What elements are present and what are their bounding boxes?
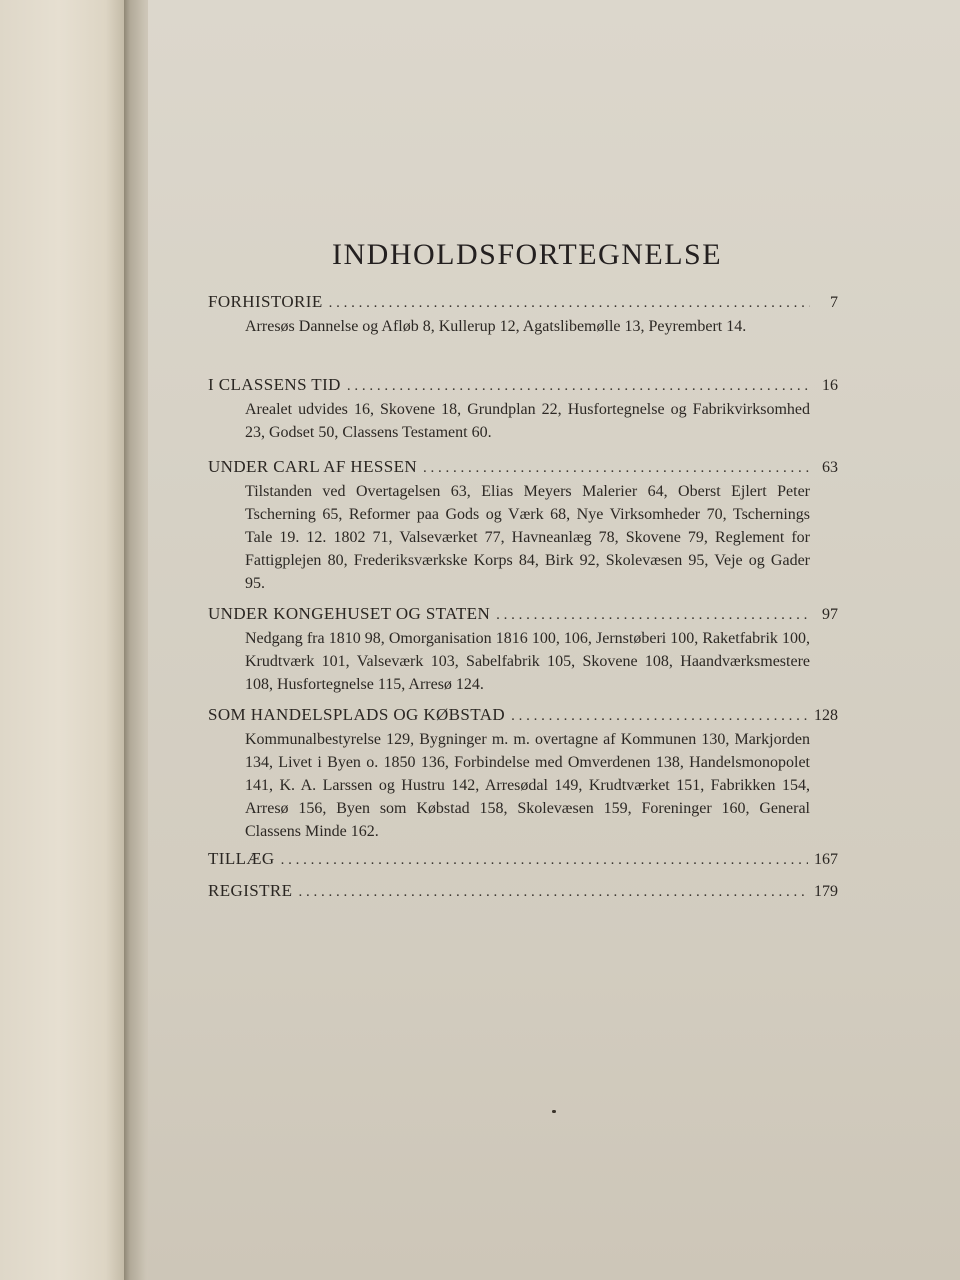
toc-entry-subtitles: Tilstanden ved Overtagelsen 63, Elias Meyers Malerier 64, Oberst Ejlert Peter Tscherning 65, Reformer paa Gods og Værk 68, Nye Virksomheder 70, Tschernings Tale 19. 12. 1802 71, Valseværket 77, Havneanlæg 78, Skovene 79, Reglement for Fattigplejen 80, Frederiksværkske Korps 84, Birk 92, Skolevæsen 95, Veje og Gader 95.	[245, 483, 810, 592]
toc-entry-page: 97	[822, 606, 838, 623]
toc-entry-page: 128	[814, 707, 838, 724]
toc-entry-page: 16	[822, 377, 838, 394]
toc-entry-title: UNDER KONGEHUSET OG STATEN	[208, 604, 491, 623]
toc-entry-page: 7	[830, 294, 838, 311]
toc-entry-page: 179	[814, 883, 838, 900]
page-title: INDHOLDSFORTEGNELSE	[332, 238, 723, 271]
toc-entry-title: UNDER CARL AF HESSEN	[208, 457, 418, 476]
leader-dots	[298, 881, 808, 904]
left-page	[0, 0, 132, 1280]
toc-entry	[208, 879, 838, 904]
toc-entry	[208, 602, 838, 696]
toc-entry	[208, 703, 838, 843]
toc-entry-title: I CLASSENS TID	[208, 375, 341, 394]
toc-entry-subtitles: Kommunalbestyrelse 129, Bygninger m. m. overtagne af Kommunen 130, Markjorden 134, Livet i Byen o. 1850 136, Forbindelse med Omverdenen 138, Handelsmonopolet 141, K. A. Larssen og Hustru 142, Arresødal 149, Krudtværket 151, Fabrikken 154, Arresø 156, Byen som Købstad 158, Skolevæsen 159, Foreninger 160, General Classens Minde 162.	[245, 731, 810, 840]
toc-entry-title: TILLÆG	[208, 849, 275, 868]
leader-dots	[423, 457, 810, 480]
paper-speck	[552, 1110, 556, 1113]
leader-dots	[329, 292, 810, 315]
toc-entry-subtitles: Arealet udvides 16, Skovene 18, Grundplan 22, Husfortegnelse og Fabrikvirksomhed 23, Godset 50, Classens Testament 60.	[245, 401, 810, 441]
toc-entry	[208, 290, 838, 338]
leader-dots	[511, 705, 808, 728]
toc-entry	[208, 373, 838, 444]
toc-entry-page: 63	[822, 459, 838, 476]
toc-entry-title: REGISTRE	[208, 881, 293, 900]
leader-dots	[281, 849, 808, 872]
toc-entry-subtitles: Nedgang fra 1810 98, Omorganisation 1816 100, 106, Jernstøberi 100, Raketfabrik 100, Krudtværk 101, Valseværk 103, Sabelfabrik 105, Skovene 108, Haandværksmestere 108, Husfortegnelse 115, Arresø 124.	[245, 630, 810, 693]
leader-dots	[496, 604, 810, 627]
toc-entry-page: 167	[814, 851, 838, 868]
toc-entry	[208, 847, 838, 872]
toc-entry	[208, 455, 838, 595]
toc-entry-subtitles: Arresøs Dannelse og Afløb 8, Kullerup 12, Agatslibemølle 13, Peyrembert 14.	[245, 318, 747, 335]
right-page	[148, 0, 960, 1280]
toc-entry-title: FORHISTORIE	[208, 292, 323, 311]
leader-dots	[347, 375, 810, 398]
toc-entry-title: SOM HANDELSPLADS OG KØBSTAD	[208, 705, 506, 724]
